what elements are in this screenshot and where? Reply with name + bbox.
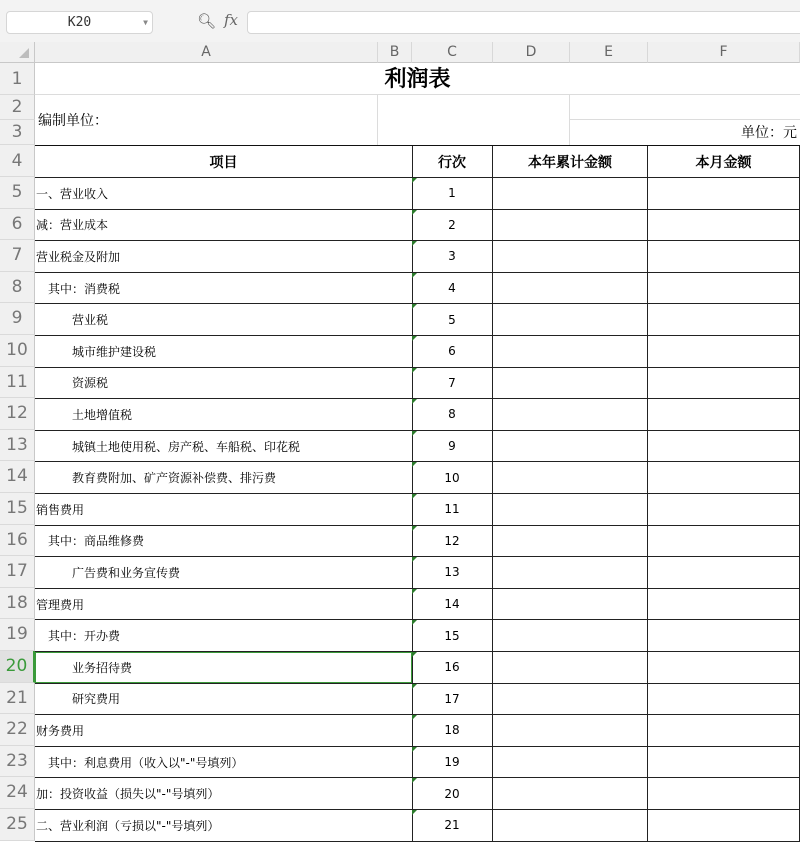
- line-no: 3: [448, 249, 456, 264]
- line-no-cell[interactable]: [412, 747, 493, 778]
- row-header-1[interactable]: 1: [0, 63, 35, 95]
- item-cell[interactable]: [35, 241, 413, 272]
- table-row: [35, 273, 800, 305]
- month-amount-cell[interactable]: [648, 684, 800, 715]
- ytd-amount-cell[interactable]: [493, 399, 648, 430]
- item-cell[interactable]: [35, 431, 413, 462]
- ytd-amount-cell[interactable]: [493, 494, 648, 525]
- error-indicator-icon: [412, 304, 417, 309]
- item-cell[interactable]: [35, 557, 413, 588]
- table-row: [35, 241, 800, 273]
- formula-input[interactable]: [247, 11, 800, 34]
- line-no: 18: [444, 723, 460, 738]
- line-no: 11: [444, 502, 460, 517]
- month-amount-cell[interactable]: [648, 273, 800, 304]
- item-label: 销售费用: [36, 502, 85, 517]
- item-cell[interactable]: [35, 526, 413, 557]
- row-header-20[interactable]: 20: [0, 651, 35, 683]
- ytd-amount-cell[interactable]: [493, 178, 648, 209]
- item-label: 教育费附加、矿产资源补偿费、排污费: [72, 471, 277, 486]
- error-indicator-icon: [412, 273, 417, 278]
- item-label: 二、营业利润（亏损以"-"号填列）: [36, 818, 220, 833]
- line-no-cell[interactable]: [412, 210, 493, 241]
- line-no-cell[interactable]: [412, 462, 493, 493]
- table-row: [35, 494, 800, 526]
- ytd-amount-cell[interactable]: [493, 778, 648, 809]
- ytd-amount-cell[interactable]: [493, 715, 648, 746]
- item-cell[interactable]: [35, 652, 413, 683]
- row-header-2[interactable]: 2: [0, 95, 35, 120]
- line-no-cell[interactable]: [412, 810, 493, 841]
- cell-e2[interactable]: [570, 95, 800, 120]
- ytd-amount-cell[interactable]: [493, 304, 648, 335]
- item-cell[interactable]: [35, 273, 413, 304]
- error-indicator-icon: [412, 747, 417, 752]
- ytd-amount-cell[interactable]: [493, 462, 648, 493]
- line-no-cell[interactable]: [412, 715, 493, 746]
- month-amount-cell[interactable]: [648, 399, 800, 430]
- ytd-amount-cell[interactable]: [493, 684, 648, 715]
- column-header-d[interactable]: D: [493, 42, 570, 63]
- item-label: 研究费用: [72, 692, 121, 707]
- error-indicator-icon: [412, 778, 417, 783]
- error-indicator-icon: [412, 462, 417, 467]
- error-indicator-icon: [412, 431, 417, 436]
- line-no-cell[interactable]: [412, 684, 493, 715]
- row-header-23[interactable]: 23: [0, 746, 35, 778]
- row-header-11[interactable]: 11: [0, 367, 35, 399]
- row-header-14[interactable]: 14: [0, 461, 35, 493]
- row-header-12[interactable]: 12: [0, 398, 35, 430]
- item-cell[interactable]: [35, 462, 413, 493]
- item-cell[interactable]: [35, 810, 413, 841]
- line-no-cell[interactable]: [412, 652, 493, 683]
- ytd-amount-cell[interactable]: [493, 368, 648, 399]
- table-row: [35, 557, 800, 589]
- row-header-8[interactable]: 8: [0, 272, 35, 304]
- month-amount-cell[interactable]: [648, 715, 800, 746]
- item-label: 其中：利息费用（收入以"-"号填列）: [48, 755, 244, 770]
- month-amount-cell[interactable]: [648, 368, 800, 399]
- item-label: 资源税: [72, 376, 109, 391]
- item-cell[interactable]: [35, 715, 413, 746]
- line-no: 16: [444, 660, 460, 675]
- table-row: [35, 747, 800, 779]
- line-no: 5: [448, 312, 456, 327]
- item-label: 一、营业收入: [36, 186, 109, 201]
- month-amount-cell[interactable]: [648, 778, 800, 809]
- item-label: 其中：消费税: [48, 281, 121, 296]
- row-header-18[interactable]: 18: [0, 588, 35, 620]
- month-amount-cell[interactable]: [648, 620, 800, 651]
- row-header-4[interactable]: 4: [0, 145, 35, 177]
- ytd-amount-cell[interactable]: [493, 336, 648, 367]
- ytd-amount-cell[interactable]: [493, 526, 648, 557]
- item-label: 加：投资收益（损失以"-"号填列）: [36, 787, 220, 802]
- error-indicator-icon: [412, 810, 417, 815]
- zoom-search-icon[interactable]: 🔍︎: [197, 12, 217, 30]
- item-cell[interactable]: [35, 684, 413, 715]
- row-header-19[interactable]: 19: [0, 619, 35, 651]
- ytd-amount-cell[interactable]: [493, 589, 648, 620]
- month-amount-cell[interactable]: [648, 336, 800, 367]
- row-header-25[interactable]: 25: [0, 809, 35, 841]
- row-header-24[interactable]: 24: [0, 777, 35, 809]
- fx-icon[interactable]: fx: [224, 11, 239, 29]
- row-header-17[interactable]: 17: [0, 556, 35, 588]
- line-no: 1: [448, 186, 456, 201]
- line-no: 2: [448, 217, 456, 232]
- error-indicator-icon: [412, 715, 417, 720]
- line-no-cell[interactable]: [412, 304, 493, 335]
- table-row: [35, 589, 800, 621]
- name-box-value: K20: [67, 15, 92, 30]
- item-cell[interactable]: [35, 178, 413, 209]
- line-no: 8: [448, 407, 456, 422]
- month-amount-cell[interactable]: [648, 557, 800, 588]
- table-row: [35, 526, 800, 558]
- sheet-title[interactable]: 利润表: [35, 63, 800, 95]
- month-amount-cell[interactable]: [648, 178, 800, 209]
- row-header-9[interactable]: 9: [0, 303, 35, 335]
- item-cell[interactable]: [35, 747, 413, 778]
- line-no-cell[interactable]: [412, 273, 493, 304]
- error-indicator-icon: [412, 494, 417, 499]
- ytd-amount-cell[interactable]: [493, 241, 648, 272]
- table-row: [35, 368, 800, 400]
- line-no: 12: [444, 533, 460, 548]
- line-no: 4: [448, 281, 456, 296]
- line-no-cell[interactable]: [412, 431, 493, 462]
- line-no: 15: [444, 628, 460, 643]
- item-label: 城市维护建设税: [72, 344, 157, 359]
- header-month-amount[interactable]: 本月金额: [648, 146, 800, 177]
- row-header-3[interactable]: 3: [0, 120, 35, 145]
- line-no-cell[interactable]: [412, 336, 493, 367]
- item-label: 管理费用: [36, 597, 85, 612]
- line-no: 17: [444, 691, 460, 706]
- month-amount-cell[interactable]: [648, 589, 800, 620]
- month-amount-cell[interactable]: [648, 810, 800, 841]
- error-indicator-icon: [412, 589, 417, 594]
- table-row: [35, 810, 800, 842]
- ytd-amount-cell[interactable]: [493, 431, 648, 462]
- header-line-no[interactable]: 行次: [412, 146, 493, 177]
- line-no-cell[interactable]: [412, 399, 493, 430]
- month-amount-cell[interactable]: [648, 431, 800, 462]
- table-row: [35, 778, 800, 810]
- month-amount-cell[interactable]: [648, 747, 800, 778]
- table-row: [35, 399, 800, 431]
- item-cell[interactable]: [35, 336, 413, 367]
- item-cell[interactable]: [35, 210, 413, 241]
- item-cell[interactable]: [35, 368, 413, 399]
- row-header-10[interactable]: 10: [0, 335, 35, 367]
- line-no-cell[interactable]: [412, 494, 493, 525]
- table-row: [35, 431, 800, 463]
- table-row: [35, 684, 800, 716]
- item-cell[interactable]: [35, 778, 413, 809]
- line-no-cell[interactable]: [412, 778, 493, 809]
- chevron-down-icon[interactable]: ▼: [143, 18, 148, 27]
- table-row: [35, 715, 800, 747]
- cell-b2[interactable]: [378, 95, 570, 145]
- row-header-7[interactable]: 7: [0, 240, 35, 272]
- month-amount-cell[interactable]: [648, 210, 800, 241]
- column-header-c[interactable]: C: [412, 42, 493, 63]
- ytd-amount-cell[interactable]: [493, 810, 648, 841]
- currency-unit-label[interactable]: 单位：元: [741, 125, 797, 141]
- month-amount-cell[interactable]: [648, 241, 800, 272]
- line-no: 6: [448, 344, 456, 359]
- ytd-amount-cell[interactable]: [493, 557, 648, 588]
- error-indicator-icon: [412, 178, 417, 183]
- table-header-row: [35, 146, 800, 178]
- line-no: 20: [444, 786, 460, 801]
- line-no: 10: [444, 470, 460, 485]
- month-amount-cell[interactable]: [648, 526, 800, 557]
- item-cell[interactable]: [35, 620, 413, 651]
- row-header-6[interactable]: 6: [0, 209, 35, 241]
- row-header-16[interactable]: 16: [0, 525, 35, 557]
- line-no-cell[interactable]: [412, 526, 493, 557]
- month-amount-cell[interactable]: [648, 652, 800, 683]
- ytd-amount-cell[interactable]: [493, 273, 648, 304]
- table-row: [35, 620, 800, 652]
- line-no: 21: [444, 818, 460, 833]
- ytd-amount-cell[interactable]: [493, 210, 648, 241]
- ytd-amount-cell[interactable]: [493, 652, 648, 683]
- item-label: 土地增值税: [72, 407, 133, 422]
- table-row: [35, 336, 800, 368]
- select-all-corner[interactable]: [0, 42, 35, 63]
- table-row: [35, 462, 800, 494]
- error-indicator-icon: [412, 210, 417, 215]
- column-header-e[interactable]: E: [570, 42, 648, 63]
- table-row: [35, 210, 800, 242]
- column-header-b[interactable]: B: [378, 42, 412, 63]
- month-amount-cell[interactable]: [648, 462, 800, 493]
- error-indicator-icon: [412, 652, 417, 657]
- ytd-amount-cell[interactable]: [493, 747, 648, 778]
- line-no-cell[interactable]: [412, 589, 493, 620]
- item-label: 营业税: [72, 313, 109, 328]
- error-indicator-icon: [412, 684, 417, 689]
- ytd-amount-cell[interactable]: [493, 620, 648, 651]
- month-amount-cell[interactable]: [648, 304, 800, 335]
- table-row: [35, 304, 800, 336]
- month-amount-cell[interactable]: [648, 494, 800, 525]
- error-indicator-icon: [412, 368, 417, 373]
- income-statement-table: [35, 145, 800, 833]
- item-cell[interactable]: [35, 494, 413, 525]
- item-cell[interactable]: [35, 304, 413, 335]
- item-label: 城镇土地使用税、房产税、车船税、印花税: [72, 439, 301, 454]
- formula-bar: [0, 0, 800, 42]
- error-indicator-icon: [412, 399, 417, 404]
- item-cell[interactable]: [35, 589, 413, 620]
- line-no-cell[interactable]: [412, 557, 493, 588]
- column-header-f[interactable]: F: [648, 42, 800, 63]
- item-label: 减：营业成本: [36, 218, 109, 233]
- line-no-cell[interactable]: [412, 241, 493, 272]
- line-no: 14: [444, 597, 460, 612]
- line-no-cell[interactable]: [412, 368, 493, 399]
- table-row: [35, 178, 800, 210]
- line-no: 19: [444, 755, 460, 770]
- error-indicator-icon: [412, 557, 417, 562]
- row-header-15[interactable]: 15: [0, 493, 35, 525]
- item-label: 其中：商品维修费: [48, 534, 145, 549]
- row-header-5[interactable]: 5: [0, 177, 35, 209]
- line-no-cell[interactable]: [412, 620, 493, 651]
- column-header-a[interactable]: A: [35, 42, 378, 63]
- line-no: 9: [448, 439, 456, 454]
- name-box[interactable]: [6, 11, 153, 34]
- item-label: 业务招待费: [72, 660, 133, 675]
- header-ytd-amount[interactable]: 本年累计金额: [493, 146, 648, 177]
- line-no: 7: [448, 375, 456, 390]
- error-indicator-icon: [412, 241, 417, 246]
- item-label: 其中：开办费: [48, 629, 121, 644]
- item-label: 财务费用: [36, 723, 85, 738]
- error-indicator-icon: [412, 620, 417, 625]
- compiling-unit-label[interactable]: 编制单位：: [35, 95, 378, 145]
- line-no-cell[interactable]: [412, 178, 493, 209]
- error-indicator-icon: [412, 526, 417, 531]
- item-cell[interactable]: [35, 399, 413, 430]
- item-label: 广告费和业务宣传费: [72, 565, 181, 580]
- header-item[interactable]: 项目: [35, 146, 413, 177]
- row-header-22[interactable]: 22: [0, 714, 35, 746]
- table-row: [35, 652, 800, 684]
- error-indicator-icon: [412, 336, 417, 341]
- line-no: 13: [444, 565, 460, 580]
- row-header-13[interactable]: 13: [0, 430, 35, 462]
- row-header-21[interactable]: 21: [0, 683, 35, 715]
- item-label: 营业税金及附加: [36, 249, 121, 264]
